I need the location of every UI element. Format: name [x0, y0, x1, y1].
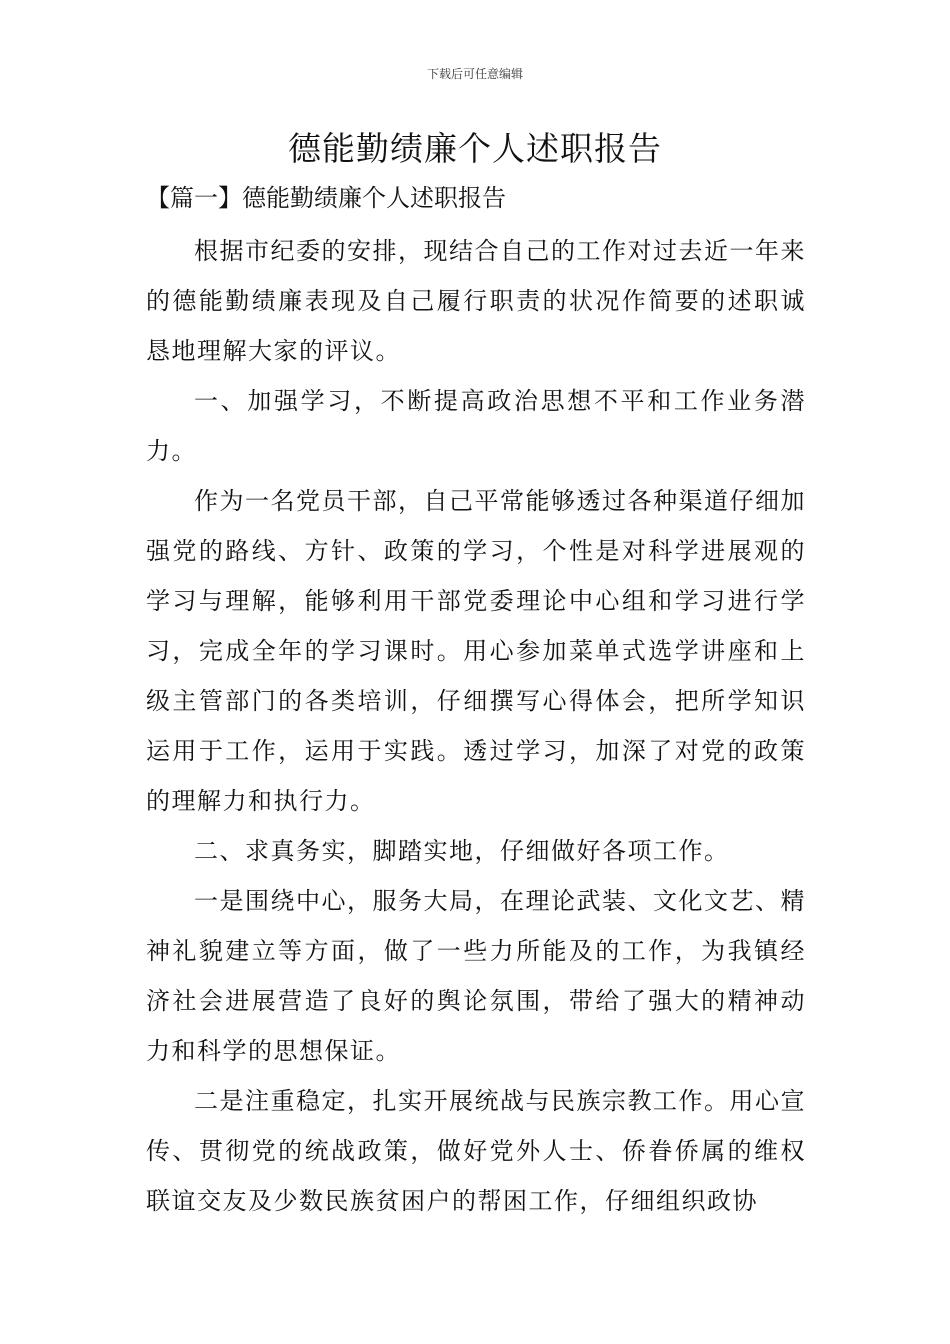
paragraph-intro: 根据市纪委的安排，现结合自己的工作对过去近一年来的德能勤绩廉表现及自己履行职责的状况作简要的述职诚恳地理解大家的评议。: [146, 237, 806, 365]
paragraph-work-first: 一是围绕中心，服务大局，在理论武装、文化文艺、精神礼貌建立等方面，做了一些力所能及的工作，为我镇经济社会进展营造了良好的舆论氛围，带给了强大的精神动力和科学的思想保证。: [146, 887, 806, 1065]
section-heading: 【篇一】德能勤绩廉个人述职报告: [146, 184, 506, 212]
document-title: 德能勤绩廉个人述职报告: [288, 129, 662, 168]
document-body: [146, 226, 806, 1226]
paragraph-heading-work: 二、求真务实，脚踏实地，仔细做好各项工作。: [194, 837, 730, 865]
header-note: 下载后可任意编辑: [426, 67, 523, 81]
paragraph-work-second: 二是注重稳定，扎实开展统战与民族宗教工作。用心宣传、贯彻党的统战政策，做好党外人士、侨眷侨属的维权联谊交友及少数民族贫困户的帮困工作，仔细组织政协: [146, 1087, 806, 1215]
paragraph-heading-study: 一、加强学习，不断提高政治思想不平和工作业务潜力。: [146, 387, 806, 465]
paragraph-study-detail: 作为一名党员干部，自己平常能够透过各种渠道仔细加强党的路线、方针、政策的学习，个性是对科学进展观的学习与理解，能够利用干部党委理论中心组和学习进行学习，完成全年的学习课时。用心参加菜单式选学讲座和上级主管部门的各类培训，仔细撰写心得体会，把所学知识运用于工作，运用于实践。透过学习，加深了对党的政策的理解力和执行力。: [146, 487, 806, 815]
